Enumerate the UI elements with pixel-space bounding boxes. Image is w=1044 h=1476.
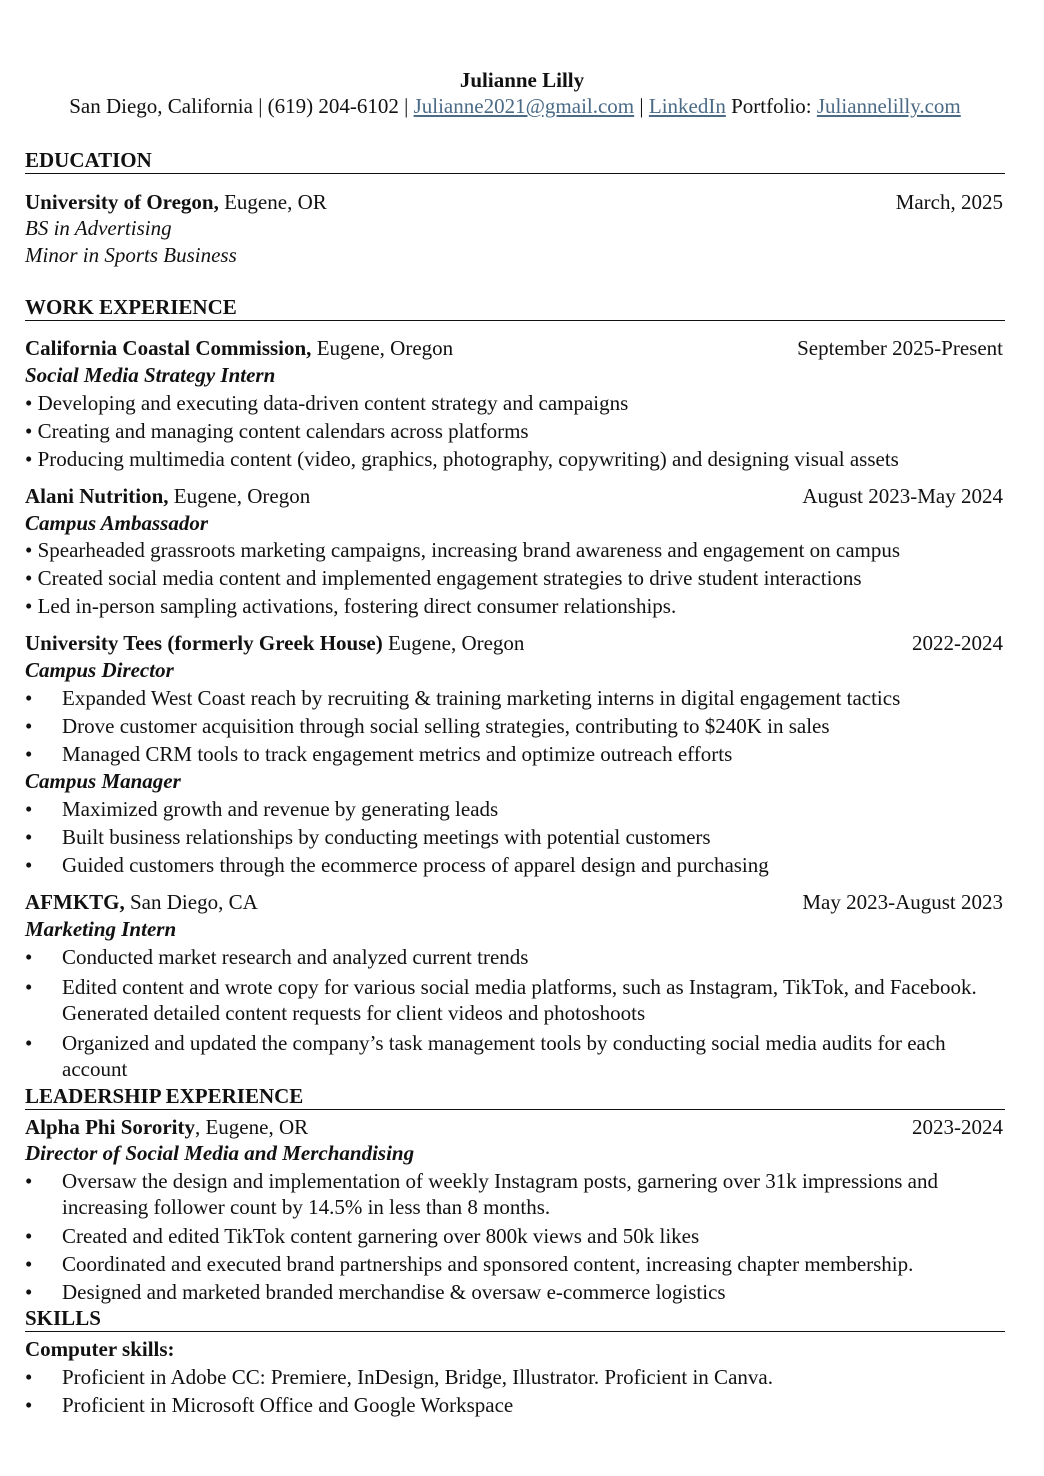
phone: (619) 204-6102 | bbox=[267, 94, 409, 118]
bullet-glyph: • bbox=[25, 1224, 33, 1248]
bullet-text: Conducted market research and analyzed current trends bbox=[62, 945, 529, 969]
contact-line bbox=[0, 93, 1030, 119]
job-location: Eugene, Oregon bbox=[316, 336, 454, 360]
bullet-text: Coordinated and executed brand partnerships and sponsored content, increasing chapter membership. bbox=[62, 1252, 914, 1276]
section-education-heading: EDUCATION bbox=[25, 148, 1005, 174]
list-item: • Producing multimedia content (video, graphics, photography, copywriting) and designing visual assets bbox=[25, 447, 899, 471]
bullet-text: Designed and marketed branded merchandise & oversaw e-commerce logistics bbox=[62, 1280, 726, 1304]
leadership-header-row bbox=[25, 1114, 1003, 1140]
education-school-row bbox=[25, 189, 1003, 215]
portfolio-link[interactable]: Juliannelilly.com bbox=[816, 94, 961, 118]
linkedin-link[interactable]: LinkedIn bbox=[648, 94, 726, 118]
bullet-glyph: • bbox=[25, 1365, 33, 1389]
job-org: University Tees (formerly Greek House) bbox=[25, 631, 383, 655]
education-location: Eugene, OR bbox=[224, 190, 327, 214]
bullet-text: Proficient in Adobe CC: Premiere, InDesign, Bridge, Illustrator. Proficient in Canva. bbox=[62, 1365, 773, 1389]
bullet-text: Oversaw the design and implementation of weekly Instagram posts, garnering over 31k impressions and increasing follower count by 14.5% in less than 8 months. bbox=[62, 1169, 938, 1219]
bullet-glyph: • bbox=[25, 797, 33, 821]
bullet-text: Expanded West Coast reach by recruiting & training marketing interns in digital engagement tactics bbox=[62, 686, 901, 710]
job-title: Social Media Strategy Intern bbox=[25, 363, 276, 387]
list-item: • Led in-person sampling activations, fostering direct consumer relationships. bbox=[25, 594, 677, 618]
bullet-glyph: • bbox=[25, 945, 33, 969]
education-minor: Minor in Sports Business bbox=[25, 243, 237, 267]
job-title: Marketing Intern bbox=[25, 917, 177, 941]
candidate-name: Julianne Lilly bbox=[459, 68, 585, 92]
job-date: September 2025-Present bbox=[797, 336, 1003, 360]
education-school: University of Oregon, bbox=[25, 190, 219, 214]
bullet-text: Drove customer acquisition through social selling strategies, contributing to $240K in sales bbox=[62, 714, 830, 738]
bullet-text: Created and edited TikTok content garnering over 800k views and 50k likes bbox=[62, 1224, 700, 1248]
job-org: Alani Nutrition, bbox=[25, 484, 169, 508]
job-date: May 2023-August 2023 bbox=[802, 890, 1003, 914]
job-header-row bbox=[25, 483, 1003, 509]
job-date: 2022-2024 bbox=[912, 631, 1003, 655]
bullet-text: Maximized growth and revenue by generating leads bbox=[62, 797, 499, 821]
bullet-glyph: • bbox=[25, 975, 33, 999]
bullet-text: Guided customers through the ecommerce process of apparel design and purchasing bbox=[62, 853, 769, 877]
bullet-text: Built business relationships by conducting meetings with potential customers bbox=[62, 825, 711, 849]
leadership-date: 2023-2024 bbox=[912, 1115, 1003, 1139]
bullet-glyph: • bbox=[25, 853, 33, 877]
bullet-glyph: • bbox=[25, 1393, 33, 1417]
leadership-title: Director of Social Media and Merchandising bbox=[25, 1141, 415, 1165]
contact-separator: | bbox=[639, 94, 644, 118]
job-date: August 2023-May 2024 bbox=[802, 484, 1003, 508]
job-header-row bbox=[25, 630, 1003, 656]
location: San Diego, California | bbox=[69, 94, 263, 118]
bullet-glyph: • bbox=[25, 1031, 33, 1055]
bullet-glyph: • bbox=[25, 1252, 33, 1276]
job-location: Eugene, Oregon bbox=[173, 484, 311, 508]
job-location: Eugene, Oregon bbox=[387, 631, 525, 655]
section-leadership-heading: LEADERSHIP EXPERIENCE bbox=[25, 1084, 1005, 1110]
bullet-glyph: • bbox=[25, 1280, 33, 1304]
job-title: Campus Director bbox=[25, 658, 174, 682]
job-location: San Diego, CA bbox=[130, 890, 258, 914]
job-org: AFMKTG, bbox=[25, 890, 125, 914]
bullet-glyph: • bbox=[25, 714, 33, 738]
job-title: Campus Ambassador bbox=[25, 511, 209, 535]
skills-label: Computer skills: bbox=[25, 1337, 175, 1361]
list-item: • Developing and executing data-driven content strategy and campaigns bbox=[25, 391, 629, 415]
education-date: March, 2025 bbox=[895, 190, 1003, 214]
bullet-glyph: • bbox=[25, 1169, 33, 1193]
bullet-text: Organized and updated the company’s task management tools by conducting social media audits for each account bbox=[62, 1031, 946, 1081]
job-header-row bbox=[25, 889, 1003, 915]
bullet-glyph: • bbox=[25, 742, 33, 766]
bullet-glyph: • bbox=[25, 686, 33, 710]
leadership-org: Alpha Phi Sorority bbox=[25, 1115, 195, 1139]
bullet-text: Proficient in Microsoft Office and Google Workspace bbox=[62, 1393, 514, 1417]
list-item: • Created social media content and implemented engagement strategies to drive student interactions bbox=[25, 566, 862, 590]
list-item: • Spearheaded grassroots marketing campaigns, increasing brand awareness and engagement on campus bbox=[25, 538, 901, 562]
job-org: California Coastal Commission, bbox=[25, 336, 312, 360]
bullet-text: Edited content and wrote copy for various social media platforms, such as Instagram, TikTok, and Facebook. Generated detailed content requests for client videos and photoshoots bbox=[62, 975, 977, 1025]
job-title: Campus Manager bbox=[25, 769, 181, 793]
section-skills-heading: SKILLS bbox=[25, 1306, 1005, 1332]
list-item: • Creating and managing content calendars across platforms bbox=[25, 419, 529, 443]
bullet-glyph: • bbox=[25, 825, 33, 849]
leadership-location: , Eugene, OR bbox=[194, 1115, 309, 1139]
email-link[interactable]: Julianne2021@gmail.com bbox=[413, 94, 635, 118]
section-work-heading: WORK EXPERIENCE bbox=[25, 295, 1005, 321]
job-header-row bbox=[25, 335, 1003, 361]
bullet-text: Managed CRM tools to track engagement metrics and optimize outreach efforts bbox=[62, 742, 733, 766]
portfolio-label: Portfolio: bbox=[731, 94, 812, 118]
education-degree: BS in Advertising bbox=[25, 216, 172, 240]
